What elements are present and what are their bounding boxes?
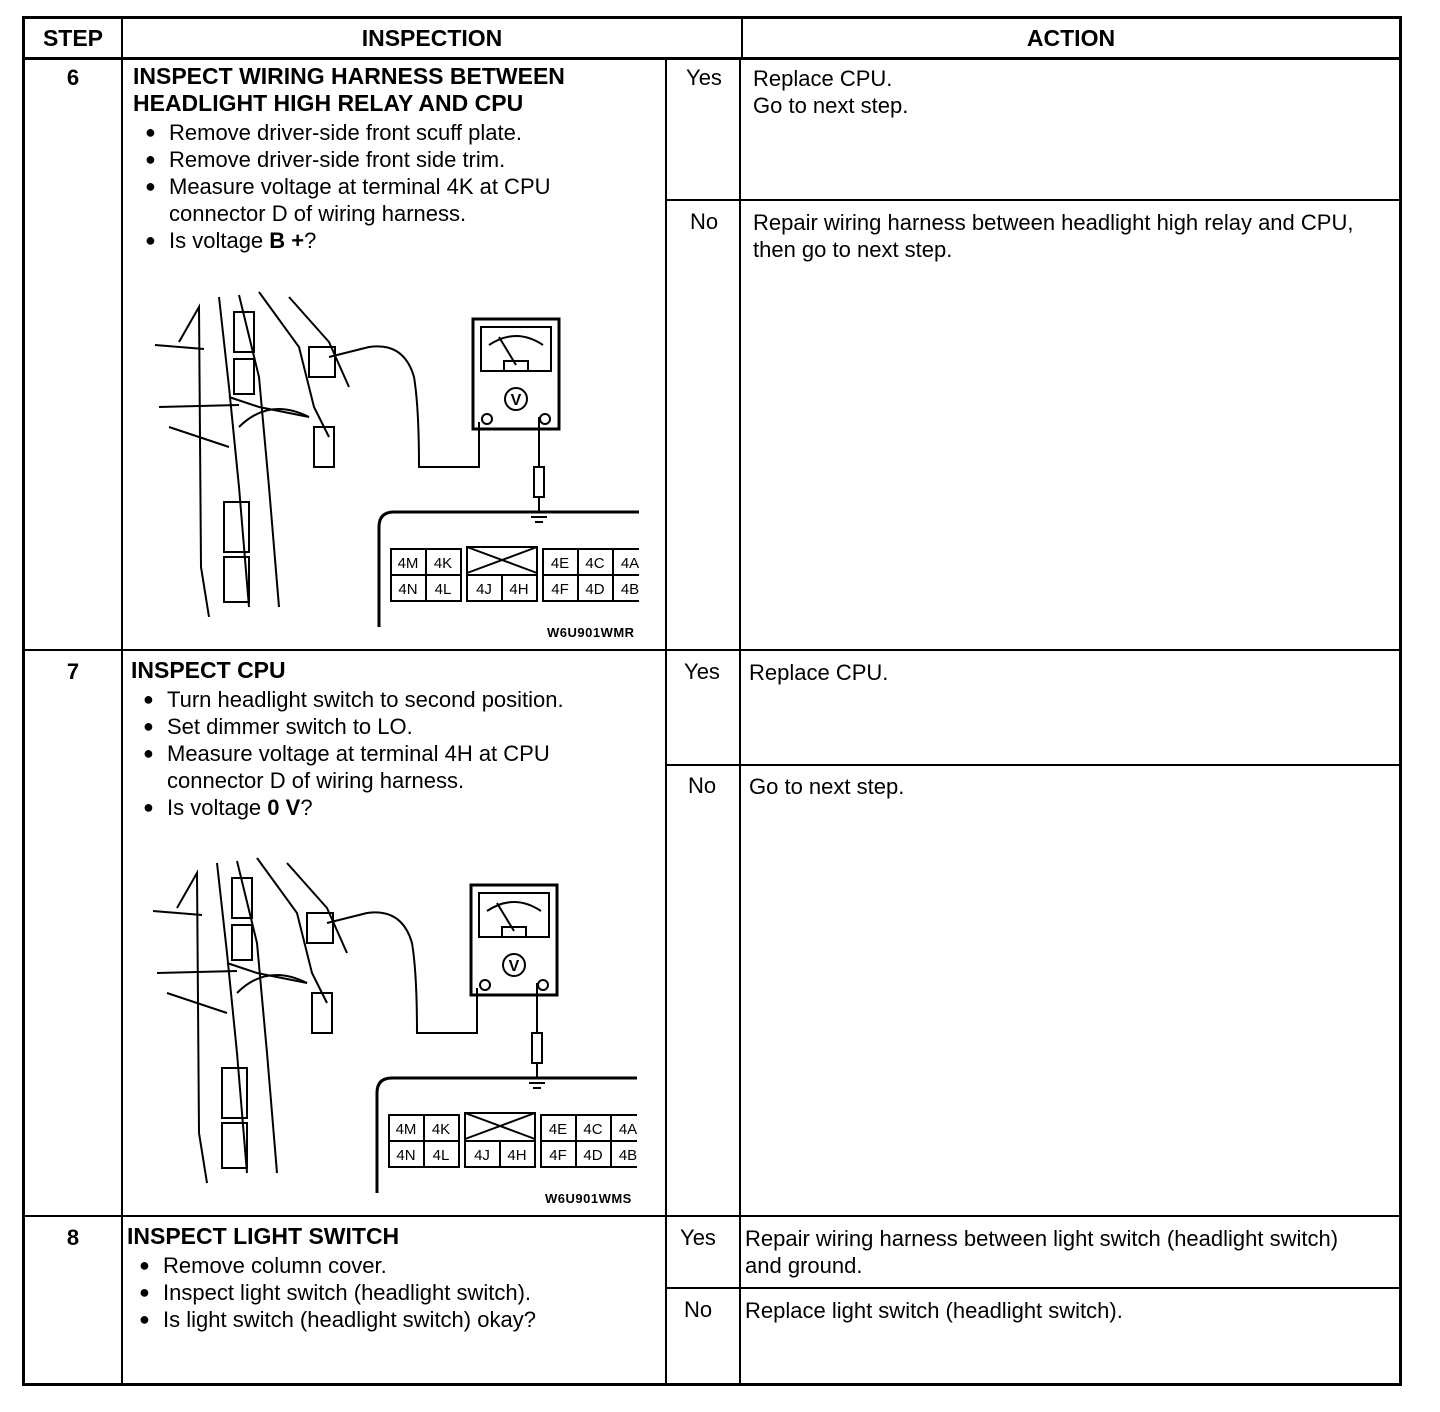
svg-text:4B: 4B <box>620 581 639 598</box>
svg-text:4N: 4N <box>398 581 418 598</box>
svg-text:4N: 4N <box>396 1147 416 1164</box>
svg-text:4M: 4M <box>397 555 419 572</box>
inspection-cell <box>133 63 653 254</box>
bullet-item: ● Remove column cover. <box>127 1252 657 1279</box>
svg-text:4M: 4M <box>395 1121 417 1138</box>
svg-text:4E: 4E <box>548 1121 568 1138</box>
svg-text:4K: 4K <box>433 555 453 572</box>
header-action: ACTION <box>1026 25 1116 51</box>
yes-label: Yes <box>680 1225 716 1250</box>
figure-code: W6U901WMR <box>547 625 635 640</box>
bullet-item: ● Measure voltage at terminal 4H at CPU connector D of wiring harness. <box>131 740 651 794</box>
yes-action: Replace CPU. <box>749 660 889 685</box>
inspection-cell <box>127 1223 657 1333</box>
yes-action: Replace CPU. Go to next step. <box>753 66 909 118</box>
yes-label: Yes <box>684 659 720 684</box>
bullet-item: ● Remove driver-side front scuff plate. <box>133 119 653 146</box>
bullet-item: ● Measure voltage at terminal 4K at CPU connector D of wiring harness. <box>133 173 653 227</box>
header-inspection: INSPECTION <box>361 25 503 51</box>
svg-text:4E: 4E <box>550 555 570 572</box>
no-action: Replace light switch (headlight switch). <box>745 1298 1123 1323</box>
step-number: 7 <box>66 659 80 684</box>
inspection-title: HEADLIGHT HIGH RELAY AND CPU <box>133 90 524 116</box>
inspection-cell <box>131 657 651 821</box>
bullet-item: ● Remove driver-side front side trim. <box>133 146 653 173</box>
svg-text:4F: 4F <box>551 581 569 598</box>
bullet-item: ● Is light switch (headlight switch) okay? <box>127 1306 657 1333</box>
troubleshooting-table <box>22 16 1402 1386</box>
svg-text:4K: 4K <box>431 1121 451 1138</box>
no-label: No <box>689 209 719 234</box>
wiring-diagram-figure <box>147 853 637 1198</box>
figure-code: W6U901WMS <box>545 1191 632 1206</box>
svg-text:4F: 4F <box>549 1147 567 1164</box>
svg-text:4A: 4A <box>620 555 639 572</box>
no-action: Go to next step. <box>749 774 905 799</box>
svg-text:4L: 4L <box>432 1147 450 1164</box>
inspection-title: INSPECT WIRING HARNESS BETWEEN <box>133 63 565 89</box>
svg-text:4D: 4D <box>585 581 605 598</box>
header-step: STEP <box>42 25 104 51</box>
table-header <box>25 19 1399 60</box>
svg-text:4J: 4J <box>476 581 492 598</box>
svg-text:4C: 4C <box>583 1121 603 1138</box>
bullet-item: ● Is voltage B +? <box>133 227 653 254</box>
svg-text:4B: 4B <box>618 1147 637 1164</box>
voltmeter-symbol: V <box>508 958 520 975</box>
bullet-item: ● Set dimmer switch to LO. <box>131 713 651 740</box>
step-number: 6 <box>66 65 80 90</box>
bullet-item: ● Turn headlight switch to second position. <box>131 686 651 713</box>
svg-text:4H: 4H <box>507 1147 527 1164</box>
bullet-item: ● Inspect light switch (headlight switch). <box>127 1279 657 1306</box>
svg-text:4C: 4C <box>585 555 605 572</box>
svg-text:4H: 4H <box>509 581 529 598</box>
inspection-title: INSPECT LIGHT SWITCH <box>127 1223 400 1249</box>
svg-text:4D: 4D <box>583 1147 603 1164</box>
yes-label: Yes <box>686 65 722 90</box>
voltmeter-symbol: V <box>510 392 522 409</box>
svg-text:4J: 4J <box>474 1147 490 1164</box>
wiring-diagram-figure <box>149 287 639 632</box>
inspection-title: INSPECT CPU <box>131 657 286 683</box>
yes-action: Repair wiring harness between light switch (headlight switch) and ground. <box>745 1226 1339 1278</box>
bullet-item: ● Is voltage 0 V? <box>131 794 651 821</box>
step-number: 8 <box>66 1225 80 1250</box>
no-label: No <box>687 773 717 798</box>
svg-text:4L: 4L <box>434 581 452 598</box>
no-label: No <box>683 1297 713 1322</box>
no-action: Repair wiring harness between headlight high relay and CPU, then go to next step. <box>753 210 1354 262</box>
svg-text:4A: 4A <box>618 1121 637 1138</box>
